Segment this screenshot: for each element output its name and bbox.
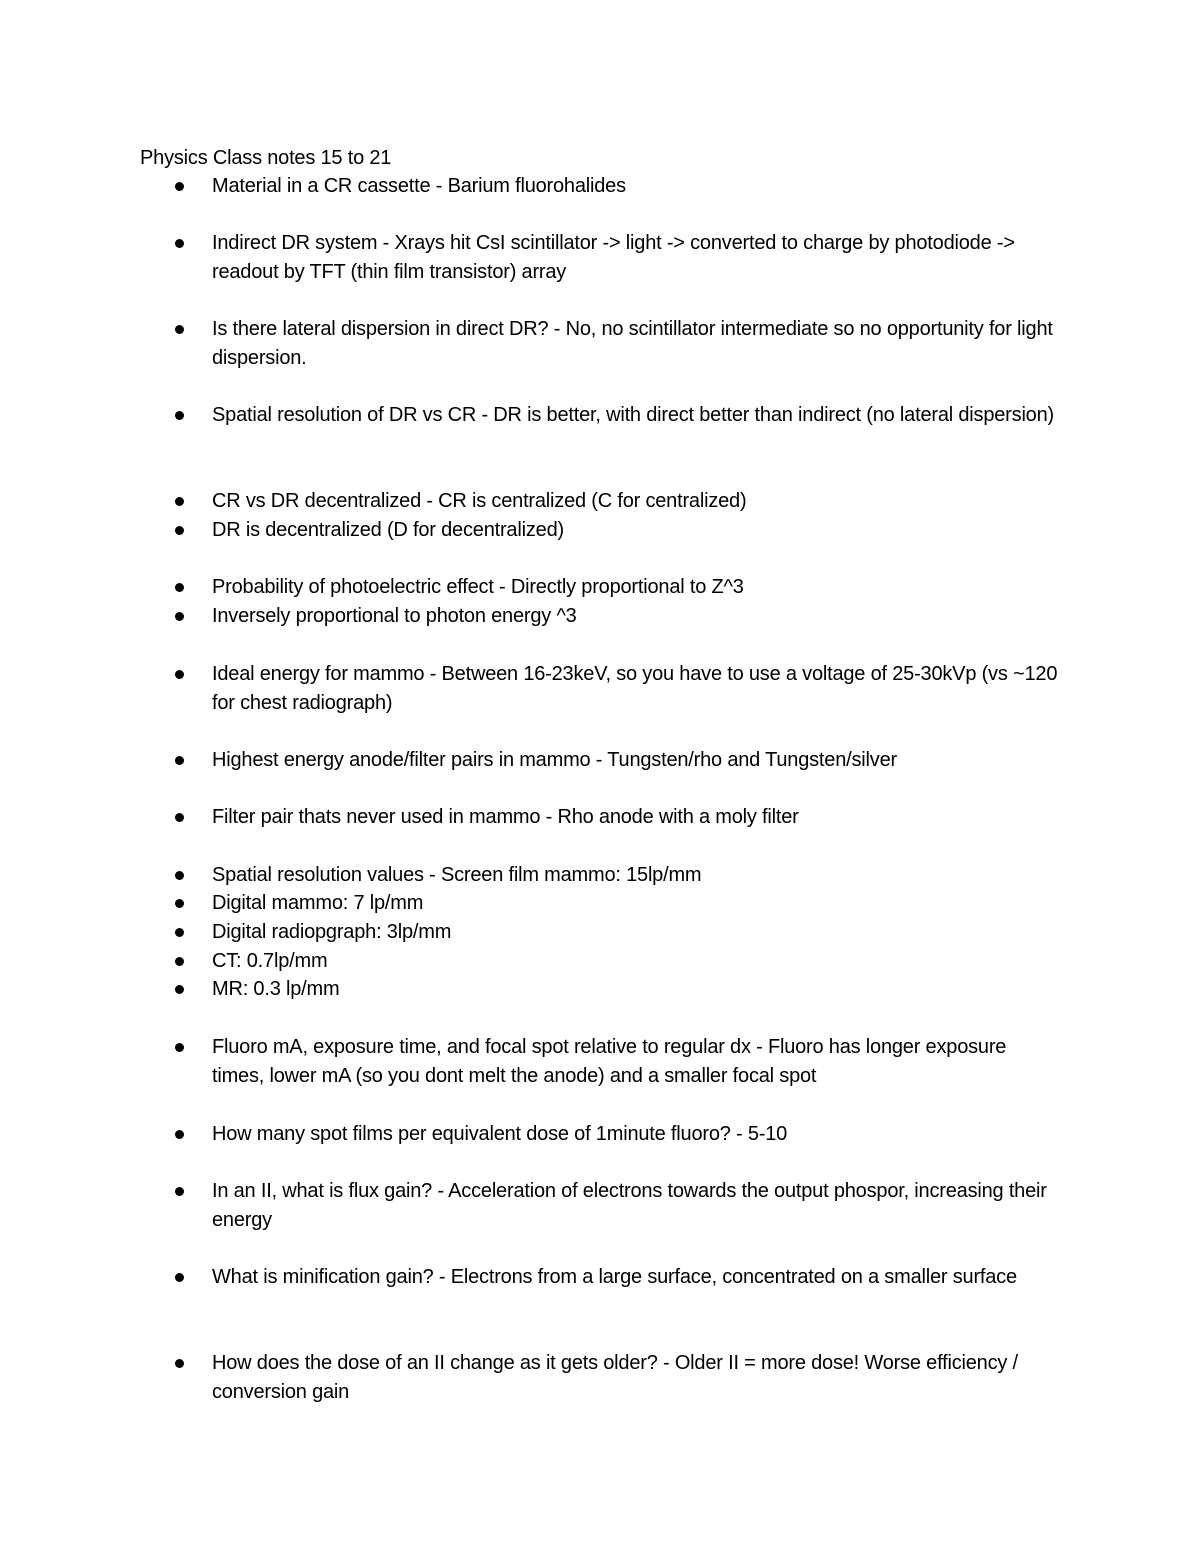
list-item-text: Probability of photoelectric effect - Directly proportional to Z^3	[212, 576, 744, 598]
list-item-text: Digital mammo: 7 lp/mm	[212, 892, 424, 914]
bullet-icon	[175, 612, 184, 621]
list-item	[140, 573, 1060, 602]
list-item	[140, 1263, 1060, 1292]
bullet-icon	[175, 899, 184, 908]
list-item	[140, 401, 1060, 430]
bullet-icon	[175, 871, 184, 880]
bullet-icon	[175, 239, 184, 248]
list-item-text: Highest energy anode/filter pairs in mammo - Tungsten/rho and Tungsten/silver	[212, 749, 897, 771]
list-item	[140, 918, 1060, 947]
list-item-text: Digital radiopgraph: 3lp/mm	[212, 921, 452, 943]
list-item	[140, 1177, 1060, 1234]
list-item-text: In an II, what is flux gain? - Acceleration of electrons towards the output phospor, increasing their energy	[212, 1180, 1047, 1231]
list-item	[140, 602, 1060, 631]
list-item-text: Inversely proportional to photon energy ^3	[212, 605, 577, 627]
list-item-text: Material in a CR cassette - Barium fluorohalides	[212, 175, 626, 197]
bullet-icon	[175, 670, 184, 679]
list-item-text: Fluoro mA, exposure time, and focal spot relative to regular dx - Fluoro has longer exposure times, lower mA (so you dont melt the anode) and a smaller focal spot	[212, 1036, 1007, 1087]
bullet-icon	[175, 957, 184, 966]
list-item	[140, 172, 1060, 201]
list-item	[140, 947, 1060, 976]
bullet-icon	[175, 1043, 184, 1052]
bullet-icon	[175, 411, 184, 420]
list-item	[140, 1120, 1060, 1149]
list-item-text: Filter pair thats never used in mammo - Rho anode with a moly filter	[212, 806, 799, 828]
list-item	[140, 229, 1060, 286]
list-item	[140, 487, 1060, 516]
bullet-icon	[175, 985, 184, 994]
bullet-icon	[175, 1273, 184, 1282]
list-item	[140, 1033, 1060, 1090]
bullet-icon	[175, 583, 184, 592]
list-item-text: Is there lateral dispersion in direct DR? - No, no scintillator intermediate so no opportunity for light dispersion.	[212, 318, 1053, 369]
bullet-icon	[175, 497, 184, 506]
bullet-icon	[175, 928, 184, 937]
list-item-text: MR: 0.3 lp/mm	[212, 978, 340, 1000]
list-item	[140, 1349, 1060, 1406]
list-item-text: CR vs DR decentralized - CR is centralized (C for centralized)	[212, 490, 747, 512]
bullet-icon	[175, 1130, 184, 1139]
list-item	[140, 660, 1060, 717]
bullet-icon	[175, 325, 184, 334]
list-item-text: What is minification gain? - Electrons from a large surface, concentrated on a smaller surface	[212, 1266, 1017, 1288]
list-item	[140, 975, 1060, 1004]
list-item	[140, 889, 1060, 918]
list-item-text: How does the dose of an II change as it gets older? - Older II = more dose! Worse efficiency / conversion gain	[212, 1352, 1018, 1403]
document-title: Physics Class notes 15 to 21	[140, 147, 392, 169]
list-item-text: Spatial resolution values - Screen film mammo: 15lp/mm	[212, 864, 702, 886]
list-item	[140, 803, 1060, 832]
list-item-text: How many spot films per equivalent dose of 1minute fluoro? - 5-10	[212, 1123, 788, 1145]
list-item-text: Spatial resolution of DR vs CR - DR is better, with direct better than indirect (no lateral dispersion)	[212, 404, 1054, 426]
bullet-icon	[175, 1187, 184, 1196]
list-item-text: DR is decentralized (D for decentralized)	[212, 519, 564, 541]
list-item	[140, 315, 1060, 372]
bullet-icon	[175, 1359, 184, 1368]
bullet-icon	[175, 813, 184, 822]
list-item	[140, 746, 1060, 775]
bullet-icon	[175, 526, 184, 535]
list-item-text: CT: 0.7lp/mm	[212, 950, 328, 972]
list-item-text: Indirect DR system - Xrays hit CsI scintillator -> light -> converted to charge by photodiode -> readout by TFT (thin film transistor) array	[212, 232, 1015, 283]
list-item	[140, 861, 1060, 890]
bullet-icon	[175, 182, 184, 191]
bullet-icon	[175, 756, 184, 765]
list-item	[140, 516, 1060, 545]
list-item-text: Ideal energy for mammo - Between 16-23keV, so you have to use a voltage of 25-30kVp (vs ~120 for chest radiograph)	[212, 663, 1058, 714]
